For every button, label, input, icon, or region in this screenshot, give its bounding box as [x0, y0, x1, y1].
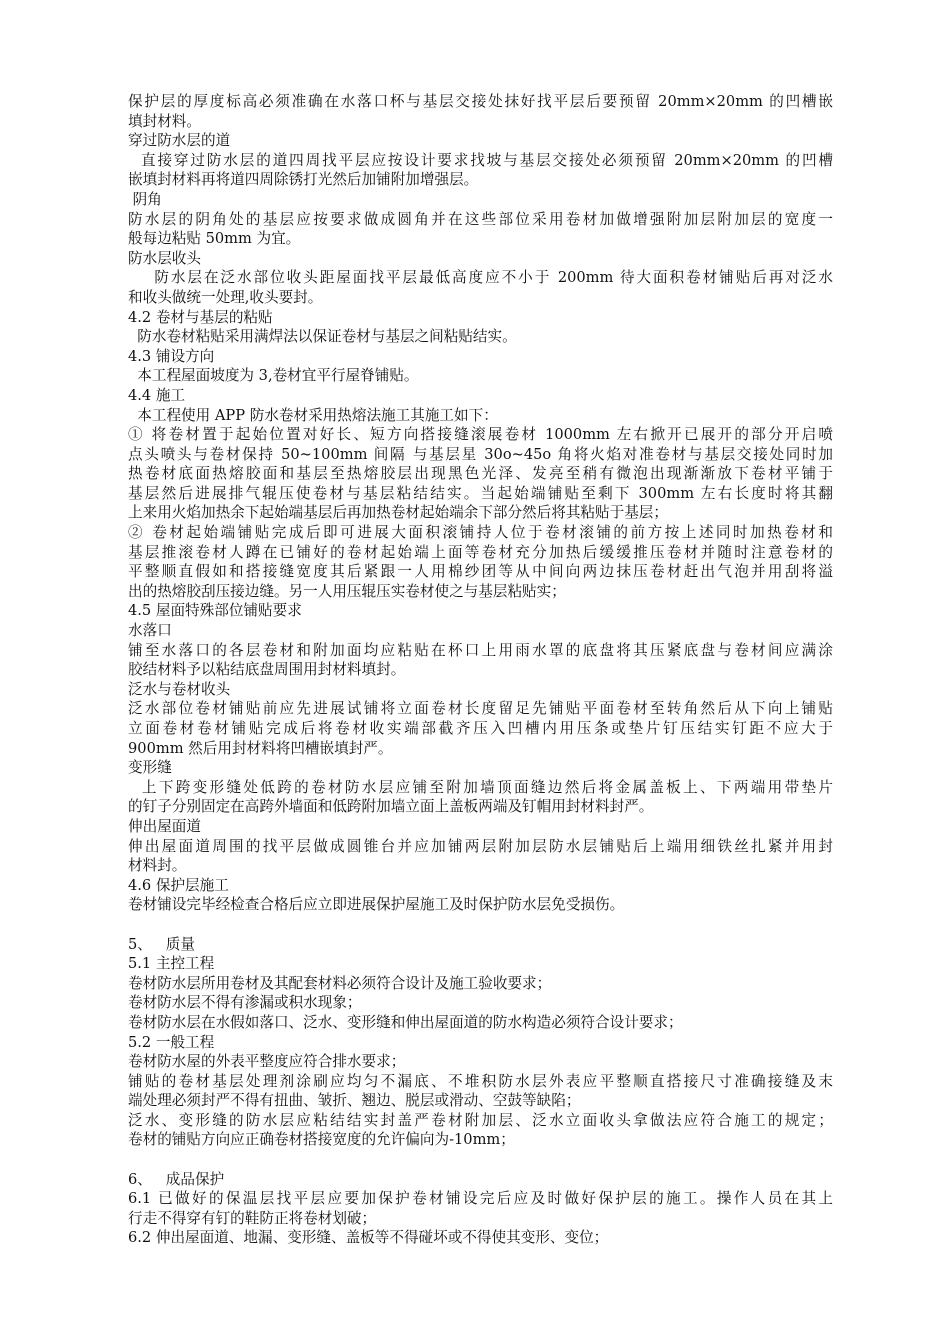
text-line: 5.2 一般工程 — [128, 1033, 215, 1051]
text-line: 铺至水落口的各层卷材和附加面均应粘贴在杯口上用雨水罩的底盘将其压紧底盘与卷材间应满涂 — [128, 641, 833, 659]
text-line: 水落口 — [128, 622, 172, 640]
text-line: 6.1 已做好的保温层找平层应要加保护卷材铺设完后应及时做好保护层的施工。操作人员在其上 — [128, 1190, 833, 1208]
text-line: 嵌填封材料再将道四周除锈打光然后加铺附加增强层。 — [128, 171, 479, 189]
text-line: 平整顺直假如和搭接缝宽度其后紧跟一人用棉纱团等从中间向两边抹压卷材赶出气泡并用刮将溢 — [128, 563, 833, 581]
text-line: 伸出屋面道周围的找平层做成圆锥台并应加铺两层附加层防水层铺贴后上端用细铁丝扎紧并用封 — [128, 837, 833, 855]
text-line: 上来用火焰加热余下起始端基层后再加热卷材起始端余下部分然后将其粘贴于基层； — [128, 504, 668, 522]
text-line: 防水层收头 — [128, 249, 201, 267]
text-line: 填封材料。 — [128, 112, 201, 130]
text-line: 6.2 伸出屋面道、地漏、变形缝、盖板等不得碰坏或不得使其变形、变位； — [128, 1229, 609, 1247]
blank-line — [128, 1150, 833, 1170]
text-line: 点头喷头与卷材保持 50~100mm 间隔 与基层星 30o~45o 角将火焰对准卷材与基层交接处同时加 — [128, 445, 833, 463]
text-line: 6、 成品保护 — [128, 1170, 225, 1188]
text-line: ① 将卷材置于起始位置对好长、短方向搭接缝滚展卷材 1000mm 左右掀开已展开的部分开启喷 — [128, 426, 833, 444]
text-line: 基层然后进展排气辊压使卷材与基层粘结结实。当起始端铺贴至剩下 300mm 左右长度时将其翻 — [128, 484, 833, 502]
text-line: 泛水与卷材收头 — [128, 680, 231, 698]
text-line: 防水层在泛水部位收头距屋面找平层最低高度应不小于 200mm 待大面积卷材铺贴后再对泛水 — [128, 269, 833, 287]
text-line: 4.4 施工 — [128, 386, 186, 404]
text-line: 穿过防水层的道 — [128, 132, 231, 150]
text-line: 直接穿过防水层的道四周找平层应按设计要求找坡与基层交接处必须预留 20mm×20mm 的凹槽 — [128, 151, 833, 169]
text-line: 900mm 然后用封材料将凹槽嵌填封严。 — [128, 739, 393, 757]
text-line: 卷材铺设完毕经检查合格后应立即进展保护屋施工及时保护防水层免受损伤。 — [128, 896, 625, 914]
text-line: 基层推滚卷材人蹲在已铺好的卷材起始端上面等卷材充分加热后缓缓推压卷材并随时注意卷材的 — [128, 543, 833, 561]
text-line: 材料封。 — [128, 857, 187, 875]
text-line: 本工程屋面坡度为 3,卷材宜平行屋脊铺贴。 — [128, 367, 419, 385]
text-line: 卷材防水层所用卷材及其配套材料必须符合设计及施工验收要求； — [128, 974, 552, 992]
text-line: 的钉子分别固定在高跨外墙面和低跨附加墙立面上盖板两端及钉帽用封材料封严。 — [128, 798, 654, 816]
text-line: 泛水、变形缝的防水层应粘结结实封盖严卷材附加层、泛水立面收头拿做法应符合施工的规定； — [128, 1111, 833, 1129]
text-line: 卷材防水层在水假如落口、泛水、变形缝和伸出屋面道的防水构造必须符合设计要求； — [128, 1013, 683, 1031]
text-line: 端处理必须封严不得有扭曲、皱折、翘边、脱层或滑动、空鼓等缺陷； — [128, 1092, 581, 1110]
text-line: 上下跨变形缝处低跨的卷材防水层应铺至附加墙顶面缝边然后将金属盖板上、下两端用带垫片 — [128, 778, 833, 796]
text-line: ② 卷材起始端铺贴完成后即可进展大面积滚铺持人位于卷材滚铺的前方按上述同时加热卷材和 — [128, 524, 833, 542]
text-line: 防水层的阴角处的基层应按要求做成圆角并在这些部位采用卷材加做增强附加层附加层的宽度一 — [128, 210, 833, 228]
text-line: 行走不得穿有钉的鞋防正将卷材划破； — [128, 1209, 377, 1227]
text-line: 卷材防水层不得有渗漏或积水现象； — [128, 994, 362, 1012]
text-line: 5、 质量 — [128, 935, 195, 953]
text-line: 般每边粘贴 50mm 为宜。 — [128, 230, 301, 248]
text-line: 4.6 保护层施工 — [128, 876, 229, 894]
text-line: 和收头做统一处理,收头要封。 — [128, 288, 323, 306]
text-line: 4.5 屋面特殊部位铺贴要求 — [128, 602, 302, 620]
text-line: 防水卷材粘贴采用满焊法以保证卷材与基层之间粘贴结实。 — [128, 328, 517, 346]
text-line: 阴角 — [128, 190, 162, 208]
blank-line — [128, 915, 833, 935]
text-line: 热卷材底面热熔胶面和基层至热熔胶层出现黑色光泽、发亮至稍有微泡出现渐渐放下卷材平铺于 — [128, 465, 833, 483]
text-line: 出的热熔胶刮压接边缝。另一人用压辊压实卷材使之与基层粘贴实； — [128, 582, 566, 600]
text-line: 5.1 主控工程 — [128, 955, 215, 973]
text-line: 泛水部位卷材铺贴前应先进展试铺将立面卷材长度留足先铺贴平面卷材至转角然后从下向上铺贴 — [128, 700, 833, 718]
text-line: 伸出屋面道 — [128, 817, 201, 835]
text-line: 卷材的铺贴方向应正确卷材搭接宽度的允许偏向为-10mm； — [128, 1131, 515, 1149]
text-line: 变形缝 — [128, 759, 172, 777]
document-body — [128, 92, 833, 1248]
text-line: 卷材防水屋的外表平整度应符合排水要求； — [128, 1053, 406, 1071]
text-line: 保护层的厚度标高必须准确在水落口杯与基层交接处抹好找平层后要预留 20mm×20mm 的凹槽嵌 — [128, 93, 833, 110]
text-line: 本工程使用 APP 防水卷材采用热熔法施工其施工如下： — [128, 406, 498, 424]
text-line: 4.3 铺设方向 — [128, 347, 215, 365]
text-line: 胶结材料予以粘结底盘周围用封材料填封。 — [128, 661, 406, 679]
text-line: 4.2 卷材与基层的粘贴 — [128, 308, 273, 326]
text-line: 立面卷材卷材铺贴完成后将卷材收实端部截齐压入凹槽内用压条或垫片钉压结实钉距不应大于 — [128, 720, 833, 737]
text-line: 铺贴的卷材基层处理剂涂刷应均匀不漏底、不堆积防水层外表应平整顺直搭接尺寸准确接缝及末 — [128, 1072, 833, 1090]
